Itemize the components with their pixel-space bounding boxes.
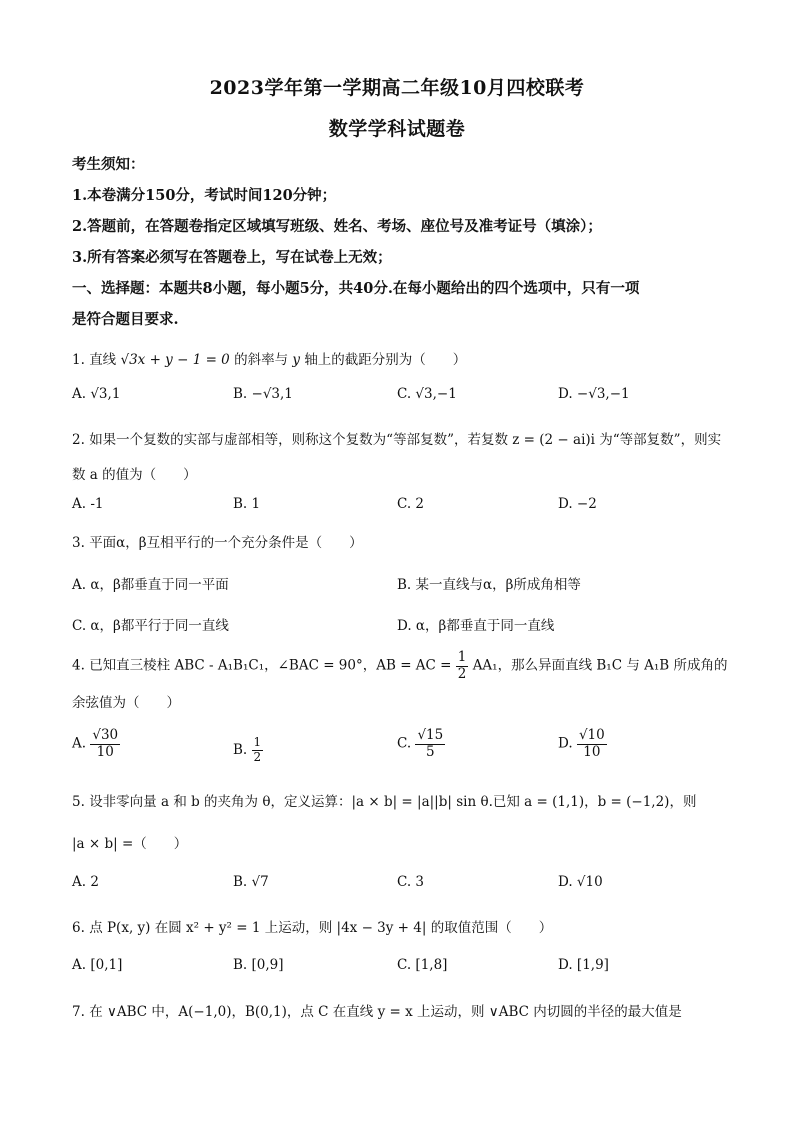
option-c: C. 2 <box>397 496 425 512</box>
option-c <box>397 728 445 760</box>
fraction-numerator: √15 <box>417 727 444 743</box>
question-stem: 已知直三棱柱 ABC - A₁B₁C₁，∠BAC = 90°，AB = AC = <box>89 657 452 674</box>
question-6 <box>72 916 552 936</box>
fraction-numerator: 1 <box>457 649 467 665</box>
question-number: 4. <box>72 657 85 674</box>
option-label: C. <box>397 735 412 752</box>
option-d: D. √10 <box>558 874 603 890</box>
question-3 <box>72 531 363 551</box>
fraction-numerator: √30 <box>92 727 119 743</box>
fraction <box>577 728 607 760</box>
exam-subtitle: 数学学科试题卷 <box>328 118 466 140</box>
option-b: B. [0,9] <box>233 957 284 973</box>
fraction-denominator: 10 <box>96 743 114 760</box>
question-number: 7. <box>72 1004 85 1020</box>
option-c: C. √3,−1 <box>397 386 457 402</box>
fraction-denominator: 5 <box>426 743 435 760</box>
question-stem: 轴上的截距分别为（ ） <box>304 352 467 368</box>
notice-item-1: 1.本卷满分150分，考试时间120分钟； <box>72 187 337 204</box>
option-a: A. [0,1] <box>72 957 123 973</box>
fraction-numerator: √10 <box>578 727 605 743</box>
option-label: B. <box>233 741 248 758</box>
option-c: C. [1,8] <box>397 957 448 973</box>
question-2 <box>72 428 721 448</box>
option-label: A. <box>72 735 87 752</box>
notice-item-2: 2.答题前，在答题卷指定区域填写班级、姓名、考场、座位号及准考证号（填涂）； <box>72 218 602 235</box>
question-4 <box>72 650 728 682</box>
notice-item-3: 3.所有答案必须写在答题卷上，写在试卷上无效； <box>72 249 392 266</box>
option-d: D. [1,9] <box>558 957 609 973</box>
question-number: 1. <box>72 352 85 368</box>
option-b: B. −√3,1 <box>233 386 293 402</box>
fraction-denominator: 2 <box>253 749 262 764</box>
option-label: D. <box>558 735 573 752</box>
math-expression: √3x + y − 1 = 0 <box>120 352 230 368</box>
fraction <box>456 650 469 682</box>
option-d: D. α，β都垂直于同一直线 <box>397 618 555 634</box>
option-a <box>72 728 120 760</box>
option-c: C. 3 <box>397 874 425 890</box>
option-a: A. -1 <box>72 496 104 512</box>
question-stem: 如果一个复数的实部与虚部相等，则称这个复数为“等部复数”，若复数 z = (2 − ai)i 为“等部复数”，则实 <box>89 432 722 448</box>
question-stem: 直线 <box>89 352 117 368</box>
option-d: D. −√3,−1 <box>558 386 630 402</box>
question-5 <box>72 790 696 810</box>
question-number: 5. <box>72 794 85 810</box>
option-d: D. −2 <box>558 496 597 512</box>
option-b: B. √7 <box>233 874 269 890</box>
notice-heading: 考生须知： <box>72 156 145 173</box>
question-stem: 平面α，β互相平行的一个充分条件是（ ） <box>89 535 363 551</box>
question-number: 6. <box>72 920 85 936</box>
option-b: B. 某一直线与α，β所成角相等 <box>397 577 581 593</box>
option-b: B. 1 <box>233 496 261 512</box>
question-stem: 点 P(x, y) 在圆 x² + y² = 1 上运动，则 |4x − 3y + 4| 的取值范围（ ） <box>89 920 553 936</box>
question-number: 3. <box>72 535 85 551</box>
question-1 <box>72 348 466 368</box>
question-2-line2: 数 a 的值为（ ） <box>72 467 197 483</box>
fraction <box>90 728 120 760</box>
question-stem: 的斜率与 <box>234 352 289 368</box>
option-a: A. √3,1 <box>72 386 121 402</box>
fraction <box>415 728 445 760</box>
question-stem: AA₁，那么异面直线 B₁C 与 A₁B 所成角的 <box>472 657 728 674</box>
question-stem: 设非零向量 a 和 b 的夹角为 θ，定义运算：|a × b| = |a||b| sin θ.已知 a = (1,1)，b = (−1,2)，则 <box>89 794 697 810</box>
option-d <box>558 728 607 760</box>
option-b <box>233 736 263 765</box>
option-a: A. 2 <box>72 874 99 890</box>
question-stem: 在 ∨ABC 中，A(−1,0)，B(0,1)，点 C 在直线 y = x 上运动，则 ∨ABC 内切圆的半径的最大值是 <box>89 1004 682 1020</box>
question-5-line2: |a × b| =（ ） <box>72 836 188 852</box>
question-7 <box>72 1000 682 1020</box>
section-heading-line2: 是符合题目要求. <box>72 311 179 328</box>
option-a: A. α，β都垂直于同一平面 <box>72 577 229 593</box>
question-number: 2. <box>72 432 85 448</box>
option-c: C. α，β都平行于同一直线 <box>72 618 229 634</box>
section-heading-line1: 一、选择题：本题共8小题，每小题5分，共40分.在每小题给出的四个选项中，只有一项 <box>72 280 640 297</box>
question-4-line2: 余弦值为（ ） <box>72 695 180 711</box>
exam-title: 2023学年第一学期高二年级10月四校联考 <box>209 77 585 99</box>
fraction-numerator: 1 <box>253 735 262 749</box>
fraction-denominator: 10 <box>583 743 601 760</box>
fraction <box>252 736 264 765</box>
fraction-denominator: 2 <box>457 665 467 682</box>
math-variable: y <box>292 352 301 368</box>
